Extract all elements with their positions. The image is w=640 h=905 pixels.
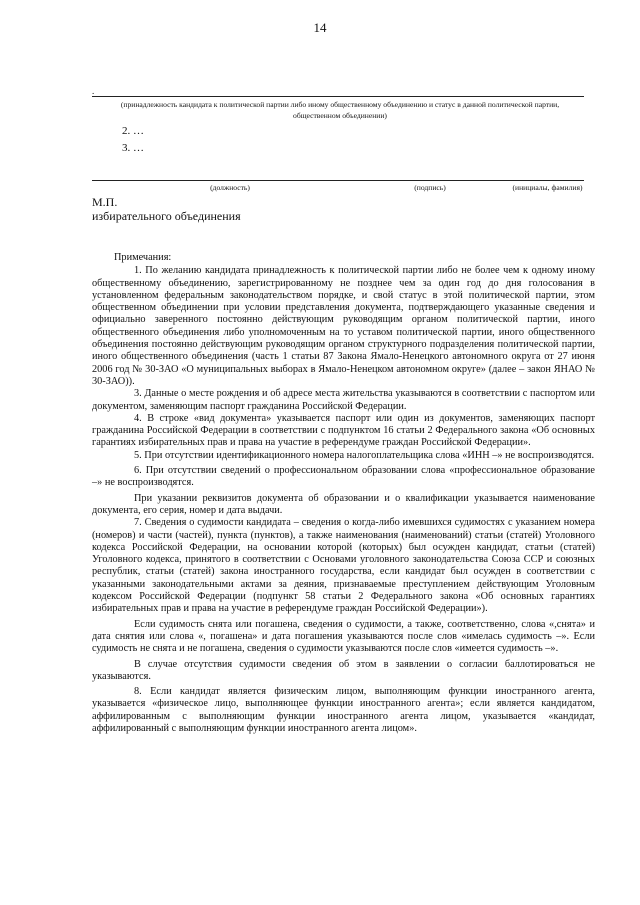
- page-number: 14: [313, 20, 327, 35]
- note-paragraph: 1. По желанию кандидата принадлежность к политической партии либо не более чем к одному иному общественному объединению, зарегистрированному не позднее чем за один год до дня голосования в установленном федеральным законодательством порядке, и свой статус в этой политической партии, этом общественном объединении при условии представления документа, подтверждающего указанные сведения и официально заверенного постоянно действующим руководящим органом политической партии, иного общественного объединения либо уполномоченным на то уставом политической партии, иного общественного объединения постоянно действующим руководящим органом структурного подразделения политической партии, иного общественного объединения (часть 1 статьи 87 Закона Ямало-Ненецкого автономного округа от 27 июня 2006 год № 30-ЗАО «О муниципальных выборах в Ямало-Ненецком автономном округе» (далее – закон ЯНАО № 30-ЗАО)).: [92, 265, 595, 387]
- note-paragraph: При указании реквизитов документа об образовании и о квалификации указывается наименование документа, его серия, номер и дата выдачи.: [92, 492, 595, 516]
- note-paragraph: 6. При отсутствии сведений о профессиональном образовании слова «профессиональное образование –» не воспроизводятся.: [92, 465, 595, 489]
- note-paragraph: 7. Сведения о судимости кандидата – сведения о когда-либо имевшихся судимостях с указанием номера (номеров) и части (частей), пункта (пунктов), а также наименования (наименований) статьи (статей) Уголовного кодекса Российской Федерации, на основании которой (которых) был осужден кандидат, статьи (статей) Уголовного кодекса, принятого в соответствии с Основами уголовного законодательства Союза ССР и союзных республик, статьи (статей) закона иностранного государства, если кандидат был осужден в соответствии с указанными законодательными актами за деяния, признаваемые преступлением действующим Уголовным кодексом Российской Федерации (подпункт 58 статьи 2 Федерального закона «Об основных гарантиях избирательных прав и права на участие в референдуме граждан Российской Федерации»).: [92, 517, 595, 615]
- top-mark: .: [92, 86, 95, 96]
- note-paragraph: В случае отсутствия судимости сведения об этом в заявлении о согласии баллотироваться не указываются.: [92, 658, 595, 682]
- note-paragraph: 3. Данные о месте рождения и об адресе места жительства указываются в соответствии с паспортом или документом, заменяющим паспорт гражданина Российской Федерации.: [92, 388, 595, 412]
- signature-line: [92, 180, 584, 181]
- caption-name: (инициалы, фамилия): [512, 183, 583, 192]
- party-caption: (принадлежность кандидата к политической партии либо иному общественному объединению и статус в данной политической партии, общественном объединении): [120, 100, 560, 120]
- note-paragraph: 5. При отсутствии идентификационного номера налогоплательщика слова «ИНН –» не воспроизводятся.: [134, 449, 595, 461]
- notes-section: [92, 252, 595, 735]
- list-item-2: 2. …: [122, 125, 144, 137]
- notes-title: Примечания:: [114, 252, 172, 263]
- stamp-label: М.П.: [92, 195, 118, 209]
- association-label: избирательного объединения: [92, 209, 241, 223]
- note-paragraph: 8. Если кандидат является физическим лицом, выполняющим функции иностранного агента, указывается «физическое лицо, выполняющее функции иностранного агента»; если является кандидатом, аффилированным с выполняющим функции иностранного агента лицом, указывается «кандидат, аффилированный с выполняющим функции иностранного агента лицом».: [92, 686, 595, 734]
- party-line: [92, 96, 584, 97]
- note-paragraph: Если судимость снята или погашена, сведения о судимости, а также, соответственно, слова «,снята» и дата снятия или слова «, погашена» и дата погашения указываются после слов «имелась судимость –». Если судимость не снята и не погашена, сведения о судимости указываются после слов «имеется судимость –».: [92, 618, 595, 655]
- list-item-3: 3. …: [122, 142, 144, 154]
- caption-position: (должность): [210, 183, 250, 192]
- caption-signature: (подпись): [414, 183, 446, 192]
- note-paragraph: 4. В строке «вид документа» указывается паспорт или один из документов, заменяющих паспорт гражданина Российской Федерации в соответствии с подпунктом 16 статьи 2 Федерального закона «Об основных гарантиях избирательных прав и права на участие в референдуме граждан Российской Федерации».: [92, 412, 595, 449]
